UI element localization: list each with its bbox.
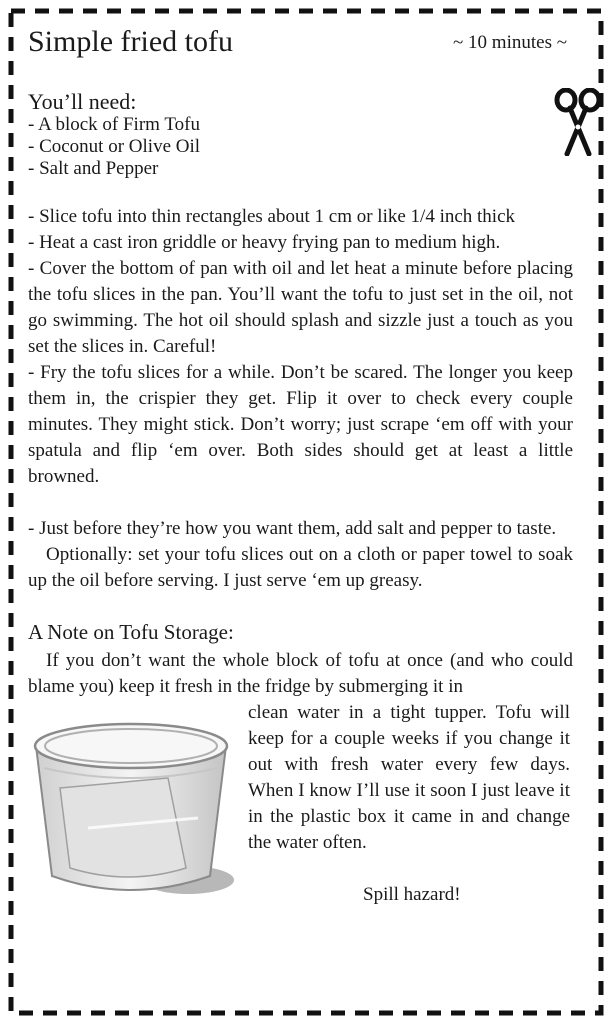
step-item: - Fry the tofu slices for a while. Don’t be scared. The longer you keep them in, the crispier they get. Flip it over to check every couple minutes. They might stick. Don’t worry; just scrape ‘em off with your spatula and flip ‘em over. Both sides should get at least a little browned. <box>28 362 573 487</box>
step-item: - Slice tofu into thin rectangles about 1 cm or like 1/4 inch thick <box>28 206 516 227</box>
storage-note-text: clean water in a tight tupper. Tofu will keep for a couple weeks if you change it out with fresh water every few days. When I know I’ll use it soon I just leave it in the plastic box it came in and change the water often. <box>248 702 570 853</box>
spill-warning: Spill hazard! <box>363 884 461 905</box>
steps-section <box>28 204 573 490</box>
recipe-content <box>28 22 573 910</box>
recipe-title: Simple fried tofu <box>28 25 233 58</box>
storage-note <box>28 620 573 910</box>
prep-time: ~ 10 minutes ~ <box>453 32 567 53</box>
optional-tip: Optionally: set your tofu slices out on a cloth or paper towel to soak up the oil before serving. I just serve ‘em up greasy. <box>28 544 573 591</box>
ingredient-item: - Coconut or Olive Oil <box>28 136 201 157</box>
storage-note-heading: A Note on Tofu Storage: <box>28 620 234 644</box>
ingredients-section <box>28 90 573 180</box>
step-item: - Cover the bottom of pan with oil and let heat a minute before placing the tofu slices in the pan. You’ll want the tofu to just set in the oil, not go swimming. The hot oil should splash and sizzle just a touch as you set the slices in. Careful! <box>28 258 573 357</box>
tofu-container-image <box>18 708 243 908</box>
finishing-section <box>28 516 573 594</box>
ingredient-item: - Salt and Pepper <box>28 158 159 179</box>
storage-note-intro: If you don’t want the whole block of tofu at once (and who could blame you) keep it fresh in the fridge by submerging it in <box>28 650 573 697</box>
title-row <box>28 22 573 62</box>
ingredients-heading: You’ll need: <box>28 89 137 114</box>
step-item: - Heat a cast iron griddle or heavy frying pan to medium high. <box>28 232 501 253</box>
seasoning-step: - Just before they’re how you want them, add salt and pepper to taste. <box>28 518 557 539</box>
storage-note-body <box>28 700 573 910</box>
ingredient-item: - A block of Firm Tofu <box>28 114 200 135</box>
